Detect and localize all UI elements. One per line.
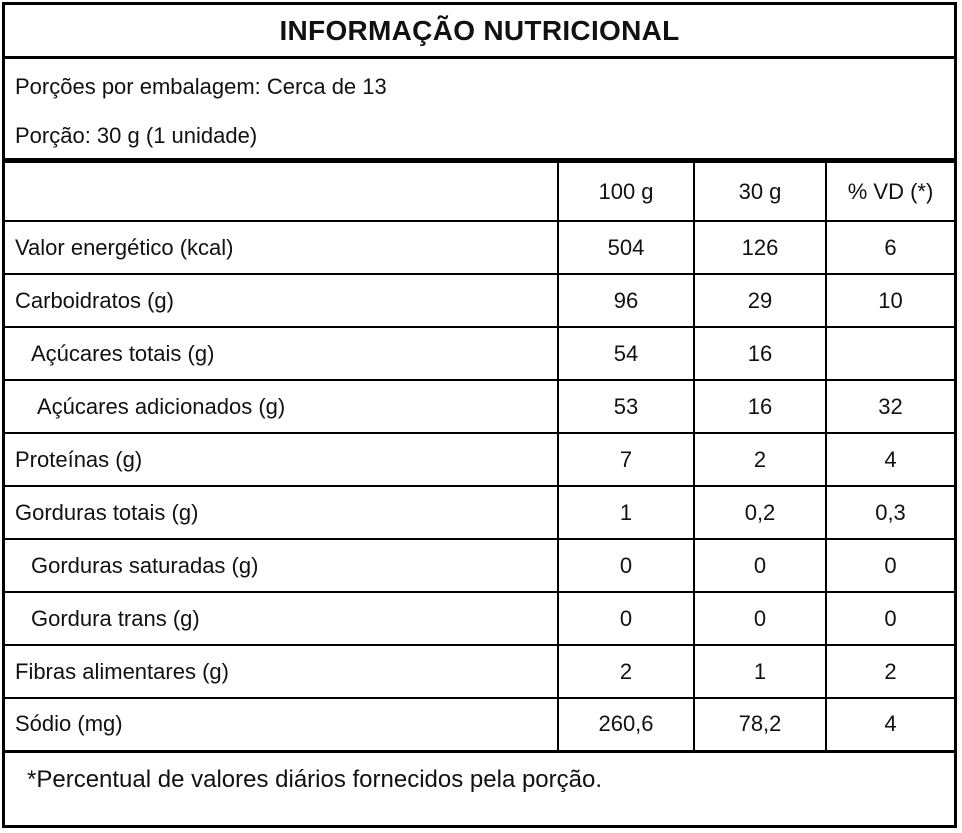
- value-daily: 10: [826, 274, 954, 327]
- value-portion: 0,2: [694, 486, 826, 539]
- value-portion: 0: [694, 539, 826, 592]
- value-100g: 2: [558, 645, 694, 698]
- value-daily: 0,3: [826, 486, 954, 539]
- value-daily: 6: [826, 221, 954, 274]
- value-portion: 29: [694, 274, 826, 327]
- nutrient-name: Açúcares totais (g): [5, 327, 558, 380]
- value-daily: 0: [826, 539, 954, 592]
- value-100g: 96: [558, 274, 694, 327]
- value-daily: 0: [826, 592, 954, 645]
- value-daily: 2: [826, 645, 954, 698]
- value-100g: 7: [558, 433, 694, 486]
- value-portion: 16: [694, 380, 826, 433]
- value-daily: [826, 327, 954, 380]
- value-daily: 32: [826, 380, 954, 433]
- nutrient-name: Proteínas (g): [5, 433, 558, 486]
- table-row: [5, 698, 954, 751]
- servings-per-package: Porções por embalagem: Cerca de 13: [15, 74, 387, 99]
- value-100g: 504: [558, 221, 694, 274]
- header-per-100g: 100 g: [558, 163, 694, 221]
- value-100g: 260,6: [558, 698, 694, 751]
- header-daily-value: % VD (*): [826, 163, 954, 221]
- table-row: [5, 645, 954, 698]
- table-header-row: [5, 163, 954, 221]
- value-100g: 54: [558, 327, 694, 380]
- serving-info: [5, 59, 954, 163]
- value-portion: 2: [694, 433, 826, 486]
- portion-size: Porção: 30 g (1 unidade): [15, 123, 258, 148]
- nutrient-name: Sódio (mg): [5, 698, 558, 751]
- nutrient-name: Gorduras saturadas (g): [5, 539, 558, 592]
- table-row: [5, 327, 954, 380]
- nutrient-name: Valor energético (kcal): [5, 221, 558, 274]
- value-daily: 4: [826, 433, 954, 486]
- table-row: [5, 380, 954, 433]
- table-row: [5, 221, 954, 274]
- nutrient-name: Carboidratos (g): [5, 274, 558, 327]
- table-row: [5, 274, 954, 327]
- value-daily: 4: [826, 698, 954, 751]
- value-portion: 78,2: [694, 698, 826, 751]
- table-row: [5, 486, 954, 539]
- value-100g: 1: [558, 486, 694, 539]
- header-per-portion: 30 g: [694, 163, 826, 221]
- panel-title: INFORMAÇÃO NUTRICIONAL: [5, 5, 954, 59]
- value-portion: 1: [694, 645, 826, 698]
- value-portion: 0: [694, 592, 826, 645]
- table-row: [5, 433, 954, 486]
- nutrition-table: [5, 163, 954, 753]
- footnote: *Percentual de valores diários fornecidos pela porção.: [27, 765, 603, 793]
- nutrient-name: Fibras alimentares (g): [5, 645, 558, 698]
- nutrient-name: Açúcares adicionados (g): [5, 380, 558, 433]
- nutrient-name: Gordura trans (g): [5, 592, 558, 645]
- value-portion: 126: [694, 221, 826, 274]
- value-portion: 16: [694, 327, 826, 380]
- nutrient-name: Gorduras totais (g): [5, 486, 558, 539]
- nutrition-facts-panel: [2, 2, 957, 828]
- value-100g: 53: [558, 380, 694, 433]
- header-nutrient: [5, 163, 558, 221]
- value-100g: 0: [558, 592, 694, 645]
- value-100g: 0: [558, 539, 694, 592]
- table-row: [5, 592, 954, 645]
- table-row: [5, 539, 954, 592]
